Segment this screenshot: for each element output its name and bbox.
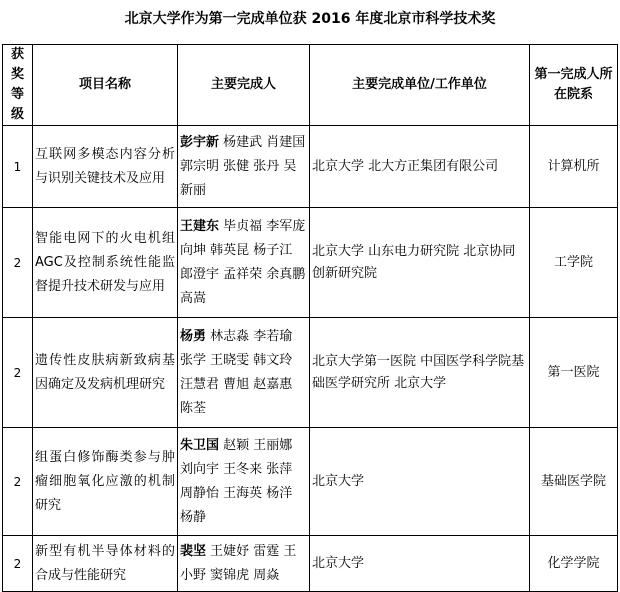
project-name: 新型有机半导体材料的合成与性能研究 [33,536,178,592]
award-level: 2 [3,428,33,536]
table-header-row [3,45,618,126]
header-project: 项目名称 [33,45,178,126]
award-level: 1 [3,126,33,208]
people-cell [178,126,310,208]
units-cell: 北京大学 [310,536,530,592]
table-row [3,126,618,208]
award-level: 2 [3,318,33,428]
award-level: 2 [3,536,33,592]
lead-person: 朱卫国 [180,437,220,453]
table-row [3,318,618,428]
table-row [3,208,618,318]
other-people: 毕贞福 李军庞向坤 韩英昆 杨子江 郎澄宇 孟祥荣 余真鹏 高嵩 [180,218,306,306]
other-people: 赵颖 王丽娜 刘向宇 王冬来 张萍 周静怡 王海英 杨洋 杨静 [180,437,293,525]
header-level: 获奖等级 [3,45,33,126]
header-people: 主要完成人 [178,45,310,126]
other-people: 林志淼 李若瑜 张学 王晓雯 韩文玲 汪慧君 曹旭 赵嘉惠 陈荃 [180,328,293,416]
units-cell: 北京大学 北大方正集团有限公司 [310,126,530,208]
people-cell [178,428,310,536]
lead-person: 裴坚 [180,543,207,559]
lead-person: 王建东 [180,218,220,234]
table-row [3,536,618,592]
header-dept: 第一完成人所在院系 [530,45,618,126]
header-units: 主要完成单位/工作单位 [310,45,530,126]
units-cell: 北京大学第一医院 中国医学科学院基础医学研究所 北京大学 [310,318,530,428]
project-name: 组蛋白修饰酶类参与肿瘤细胞氧化应激的机制研究 [33,428,178,536]
dept-cell: 基础医学院 [530,428,618,536]
dept-cell: 第一医院 [530,318,618,428]
project-name: 互联网多模态内容分析与识别关键技术及应用 [33,126,178,208]
lead-person: 彭宇新 [180,134,220,150]
project-name: 遗传性皮肤病新致病基因确定及发病机理研究 [33,318,178,428]
dept-cell: 化学学院 [530,536,618,592]
people-cell [178,208,310,318]
page-title: 北京大学作为第一完成单位获 2016 年度北京市科学技术奖 [124,11,496,27]
dept-cell: 工学院 [530,208,618,318]
people-cell [178,536,310,592]
table-row [3,428,618,536]
dept-cell: 计算机所 [530,126,618,208]
other-people: 杨建武 肖建国 郭宗明 张健 张丹 吴新丽 [180,134,306,198]
other-people: 王婕妤 雷霆 王小野 窦锦虎 周焱 [180,543,297,583]
award-level: 2 [3,208,33,318]
people-cell [178,318,310,428]
units-cell: 北京大学 山东电力研究院 北京协同创新研究院 [310,208,530,318]
lead-person: 杨勇 [180,328,207,344]
units-cell: 北京大学 [310,428,530,536]
awards-table [2,44,618,592]
project-name: 智能电网下的火电机组AGC及控制系统性能监督提升技术研发与应用 [33,208,178,318]
